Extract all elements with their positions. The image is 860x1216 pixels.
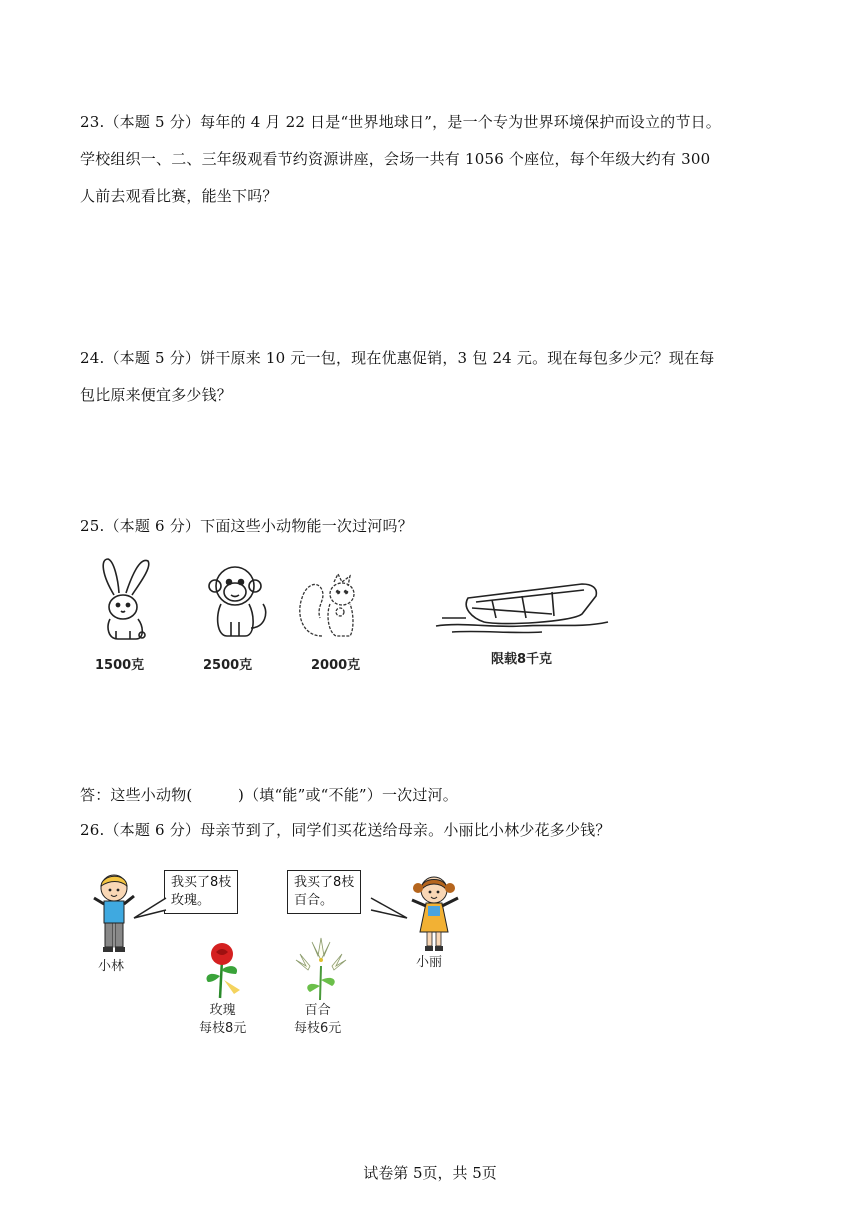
question-23	[80, 104, 780, 215]
boy-speech-bubble	[164, 870, 238, 914]
rose-name: 玫瑰	[209, 1003, 236, 1018]
girl-bubble-line-2: 百合。	[294, 893, 334, 908]
girl-speech-bubble	[287, 870, 361, 914]
boy-bubble-line-1: 我买了8枝	[171, 875, 232, 890]
question-25	[80, 508, 780, 545]
girl-icon	[404, 872, 464, 954]
girl-name: 小丽	[416, 955, 443, 970]
rose-info	[199, 1002, 246, 1038]
q26-line-1: 26.（本题 6 分）母亲节到了，同学们买花送给母亲。小丽比小林少花多少钱？	[80, 821, 611, 839]
boat-icon	[432, 578, 612, 638]
q25-answer-line: 答：这些小动物( )（填“能”或“不能”）一次过河。	[80, 786, 458, 804]
lily-icon	[294, 936, 348, 1002]
question-24	[80, 340, 780, 414]
q23-line-3: 人前去观看比赛，能坐下吗？	[80, 187, 278, 205]
page-footer: 试卷第 5页，共 5页	[363, 1164, 497, 1182]
rose-price: 每枝8元	[199, 1021, 247, 1036]
lily-info	[294, 1002, 341, 1038]
squirrel-weight: 2000克	[311, 658, 361, 673]
boy-icon	[90, 870, 140, 956]
q25-line-1: 25.（本题 6 分）下面这些小动物能一次过河吗？	[80, 517, 413, 535]
squirrel-icon	[296, 570, 366, 642]
monkey-weight: 2500克	[203, 658, 253, 673]
lily-name: 百合	[304, 1003, 331, 1018]
rabbit-icon	[92, 555, 162, 645]
question-26	[80, 812, 780, 849]
girl-bubble-tail	[371, 898, 407, 922]
boy-name: 小林	[98, 959, 125, 974]
rose-icon	[200, 940, 244, 1000]
q23-line-1: 23.（本题 5 分）每年的 4 月 22 日是“世界地球日”，是一个专为世界环境保护而设立的节日。	[80, 113, 721, 131]
rabbit-weight: 1500克	[95, 658, 145, 673]
lily-price: 每枝6元	[294, 1021, 342, 1036]
boy-bubble-line-2: 玫瑰。	[171, 893, 211, 908]
monkey-icon	[205, 562, 275, 642]
boat-capacity-label: 限载8千克	[491, 652, 553, 667]
q24-line-1: 24.（本题 5 分）饼干原来 10 元一包，现在优惠促销，3 包 24 元。现在每包多少元？现在每	[80, 349, 715, 367]
q25-answer	[80, 777, 780, 814]
q23-line-2: 学校组织一、二、三年级观看节约资源讲座，会场一共有 1056 个座位，每个年级大约有 300	[80, 150, 711, 168]
q24-line-2: 包比原来便宜多少钱？	[80, 386, 233, 404]
boy-bubble-tail	[134, 898, 166, 922]
girl-bubble-line-1: 我买了8枝	[294, 875, 355, 890]
